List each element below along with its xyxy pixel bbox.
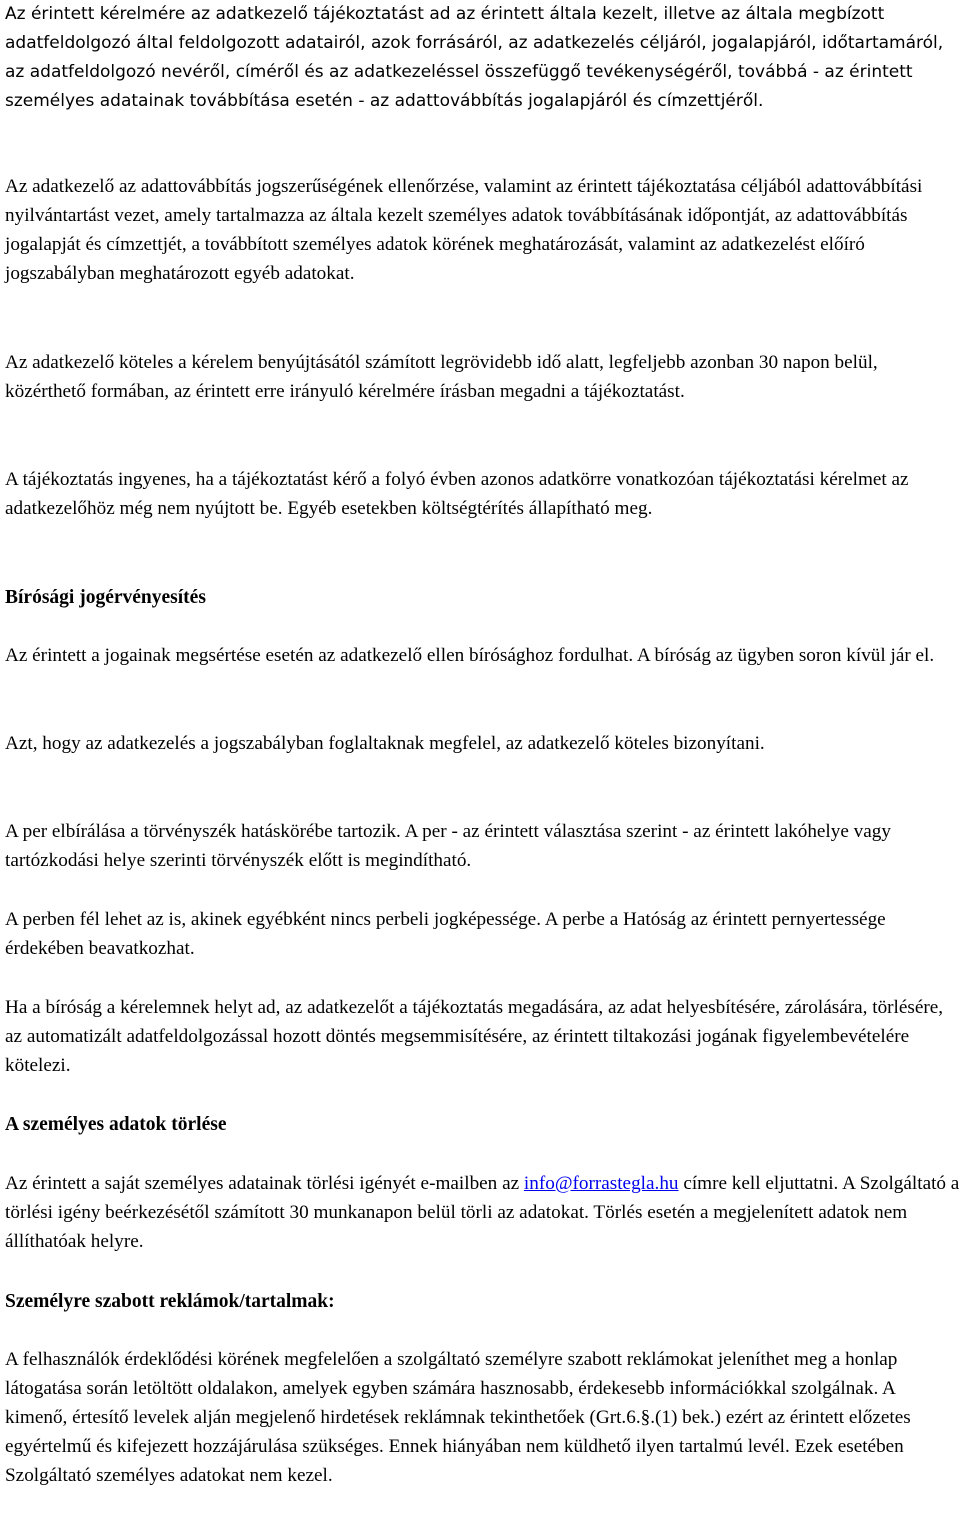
section-heading-personalized-ads: Személyre szabott reklámok/tartalmak: (5, 1291, 335, 1312)
court-paragraph-3: A per elbírálása a törvényszék hatáskörébe tartozik. A per - az érintett választása szerint - az érintett lakóhelye vagy tartózkodási helye szerinti törvényszék előtt is megindítható. (5, 821, 891, 871)
section-heading-court: Bírósági jogérvényesítés (5, 587, 206, 608)
free-information-paragraph: A tájékoztatás ingyenes, ha a tájékoztatást kérő a folyó évben azonos adatkörre vonatkozóan tájékoztatási kérelmet az adatkezelőhöz még nem nyújtott be. Egyéb esetekben költségtérítés állapítható meg. (5, 469, 909, 519)
court-paragraph-1: Az érintett a jogainak megsértése esetén az adatkezelő ellen bírósághoz fordulhat. A bíróság az ügyben soron kívül jár el. (5, 645, 935, 666)
information-deadline-paragraph: Az adatkezelő köteles a kérelem benyújtásától számított legrövidebb idő alatt, legfeljebb azonban 30 napon belül, közérthető formában, az érintett erre irányuló kérelmére írásban megadni a tájékoztatást. (5, 352, 878, 402)
personalized-ads-paragraph: A felhasználók érdeklődési körének megfelelően a szolgáltató személyre szabott reklámokat jeleníthet meg a honlap látogatása során letöltött oldalakon, amelyek egyben számára hasznosabb, érdekesebb információkkal szolgálnak. A kimenő, értesítő levelek alján megjelenő hirdetések reklámnak tekinthetőek (Grt.6.§.(1) bek.) ezért az érintett előzetes egyértelmű és kifejezett hozzájárulása szükséges. Ennek hiányában nem küldhető ilyen tartalmú levél. Ezek esetében Szolgáltató személyes adatokat nem kezel. (5, 1349, 911, 1486)
intro-paragraph: Az érintett kérelmére az adatkezelő tájékoztatást ad az érintett általa kezelt, illetve az általa megbízott adatfeldolgozó által feldolgozott adatairól, azok forrásáról, az adatkezelés céljáról, jogalapjáról, időtartamáról, az adatfeldolgozó nevéről, címéről és az adatkezeléssel összefüggő tevékenységéről, továbbá - az érintett személyes adatainak továbbítása esetén - az adattovábbítás jogalapjáról és címzettjéről. (5, 4, 944, 111)
transfer-registry-paragraph: Az adatkezelő az adattovábbítás jogszerűségének ellenőrzése, valamint az érintett tájékoztatása céljából adattovábbítási nyilvántartást vezet, amely tartalmazza az általa kezelt személyes adatok továbbításának időpontját, az adattovábbítás jogalapját és címzettjét, a továbbított személyes adatok körének meghatározását, valamint az adatkezelést előíró jogszabályban meghatározott egyéb adatokat. (5, 176, 923, 284)
court-paragraph-4: A perben fél lehet az is, akinek egyébként nincs perbeli jogképessége. A perbe a Hatóság az érintett pernyertessége érdekében beavatkozhat. (5, 909, 886, 959)
section-heading-deletion: A személyes adatok törlése (5, 1114, 227, 1135)
court-paragraph-2: Azt, hogy az adatkezelés a jogszabályban foglaltaknak megfelel, az adatkezelő köteles bizonyítani. (5, 733, 765, 754)
deletion-paragraph (5, 1169, 960, 1256)
deletion-text-after: címre kell eljuttatni. A Szolgáltató a törlési igény beérkezésétől számított 30 munkanapon belül törli az adatokat. Törlés esetén a megjelenített adatok nem állíthatóak helyre. (5, 1173, 960, 1252)
deletion-text-before: Az érintett a saját személyes adatainak törlési igényét e-mailben az (5, 1173, 524, 1194)
court-paragraph-5: Ha a bíróság a kérelemnek helyt ad, az adatkezelőt a tájékoztatás megadására, az adat helyesbítésére, zárolására, törlésére, az automatizált adatfeldolgozással hozott döntés megsemmisítésére, az érintett tiltakozási jogának figyelembevételére kötelezi. (5, 997, 944, 1076)
email-link[interactable]: info@forrastegla.hu (523, 1173, 679, 1194)
